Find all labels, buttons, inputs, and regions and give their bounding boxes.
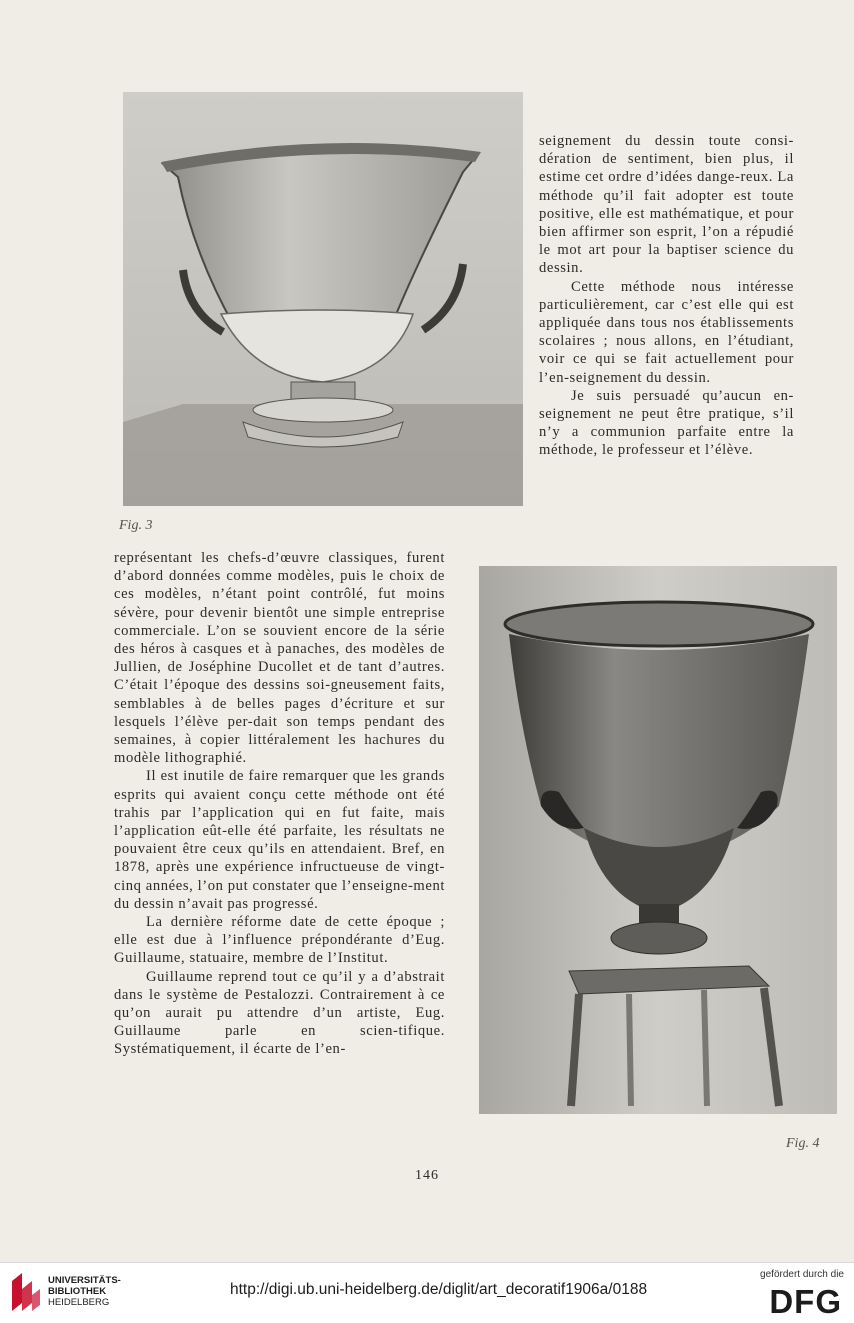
page-number: 146 <box>415 1168 439 1183</box>
figure-3-caption: Fig. 3 <box>119 518 153 533</box>
right-text-column <box>539 132 794 460</box>
dfg-logo[interactable]: DFG <box>769 1283 842 1320</box>
left-text-column <box>114 549 445 1059</box>
paragraph: Cette méthode nous intéresse particulièrement, car c’est elle qui est appliquée dans tous nos établissements scolaires ; nous allons, en l’étudiant, voir ce qui se fait actuellement pour l’en-seignement du dessin. <box>539 278 794 386</box>
figure-4-image <box>479 566 837 1114</box>
figure-3-image <box>123 92 523 506</box>
library-name[interactable]: UNIVERSITÄTS- BIBLIOTHEK HEIDELBERG <box>48 1275 121 1308</box>
paragraph: Je suis persuadé qu’aucun en-seignement ne peut être pratique, s’il n’y a communion parfaite entre la méthode, le professeur et l’élève. <box>539 387 794 459</box>
paragraph: seignement du dessin toute consi-dération de sentiment, bien plus, il estime cet ordre d’idées dange-reux. La méthode qu’il fait adopter est toute positive, elle est mathématique, et pour bien affirmer son esprit, l’on a répudié le mot art pour la baptiser science du dessin. <box>539 133 794 277</box>
paragraph: Il est inutile de faire remarquer que les grands esprits qui avaient conçu cette méthode ont été trahis par l’application qui en fut faite, mais l’application eût-elle été parfaite, les résultats ne pouvaient être ceux qu’ils en attendaient. Bref, en 1878, après une expérience infructueuse de vingt-cinq années, l’on put constater que l’enseigne-ment du dessin n’avait pas progressé. <box>114 768 445 912</box>
figure-4-caption: Fig. 4 <box>786 1136 820 1151</box>
university-library-logo-icon <box>8 1271 42 1313</box>
viewer-footer <box>0 1262 854 1323</box>
paragraph: La dernière réforme date de cette époque ; elle est due à l’influence prépondérante d’Eug. Guillaume, statuaire, membre de l’Institut. <box>114 914 445 967</box>
paragraph: représentant les chefs-d’œuvre classiques, furent d’abord données comme modèles, puis le choix de ces modèles, n’étant point contrôlé, fut moins sévère, pour devenir bientôt une simple entreprise commerciale. L’on se souvient encore de la série des héros à casques et à panaches, des modèles de Jullien, de Joséphine Ducollet et de tant d’autres. C’était l’époque des dessins soi-gneusement faits, semblables à de belles pages d’écriture et sur lesquels l’élève per-dait son temps pendant des semaines, à copier littéralement les hachures du modèle lithographié. <box>114 550 445 767</box>
funding-note: gefördert durch die <box>760 1269 844 1280</box>
kylix-drawing <box>123 92 523 506</box>
krater-drawing <box>479 566 837 1114</box>
permalink-url[interactable]: http://digi.ub.uni-heidelberg.de/diglit/art_decoratif1906a/0188 <box>230 1281 648 1298</box>
paragraph: Guillaume reprend tout ce qu’il y a d’abstrait dans le système de Pestalozzi. Contrairement à ce qu’on aurait pu attendre d’un artiste, Eug. Guillaume parle en scien-tifique. Systématiquement, il écarte de l’en- <box>114 968 445 1058</box>
